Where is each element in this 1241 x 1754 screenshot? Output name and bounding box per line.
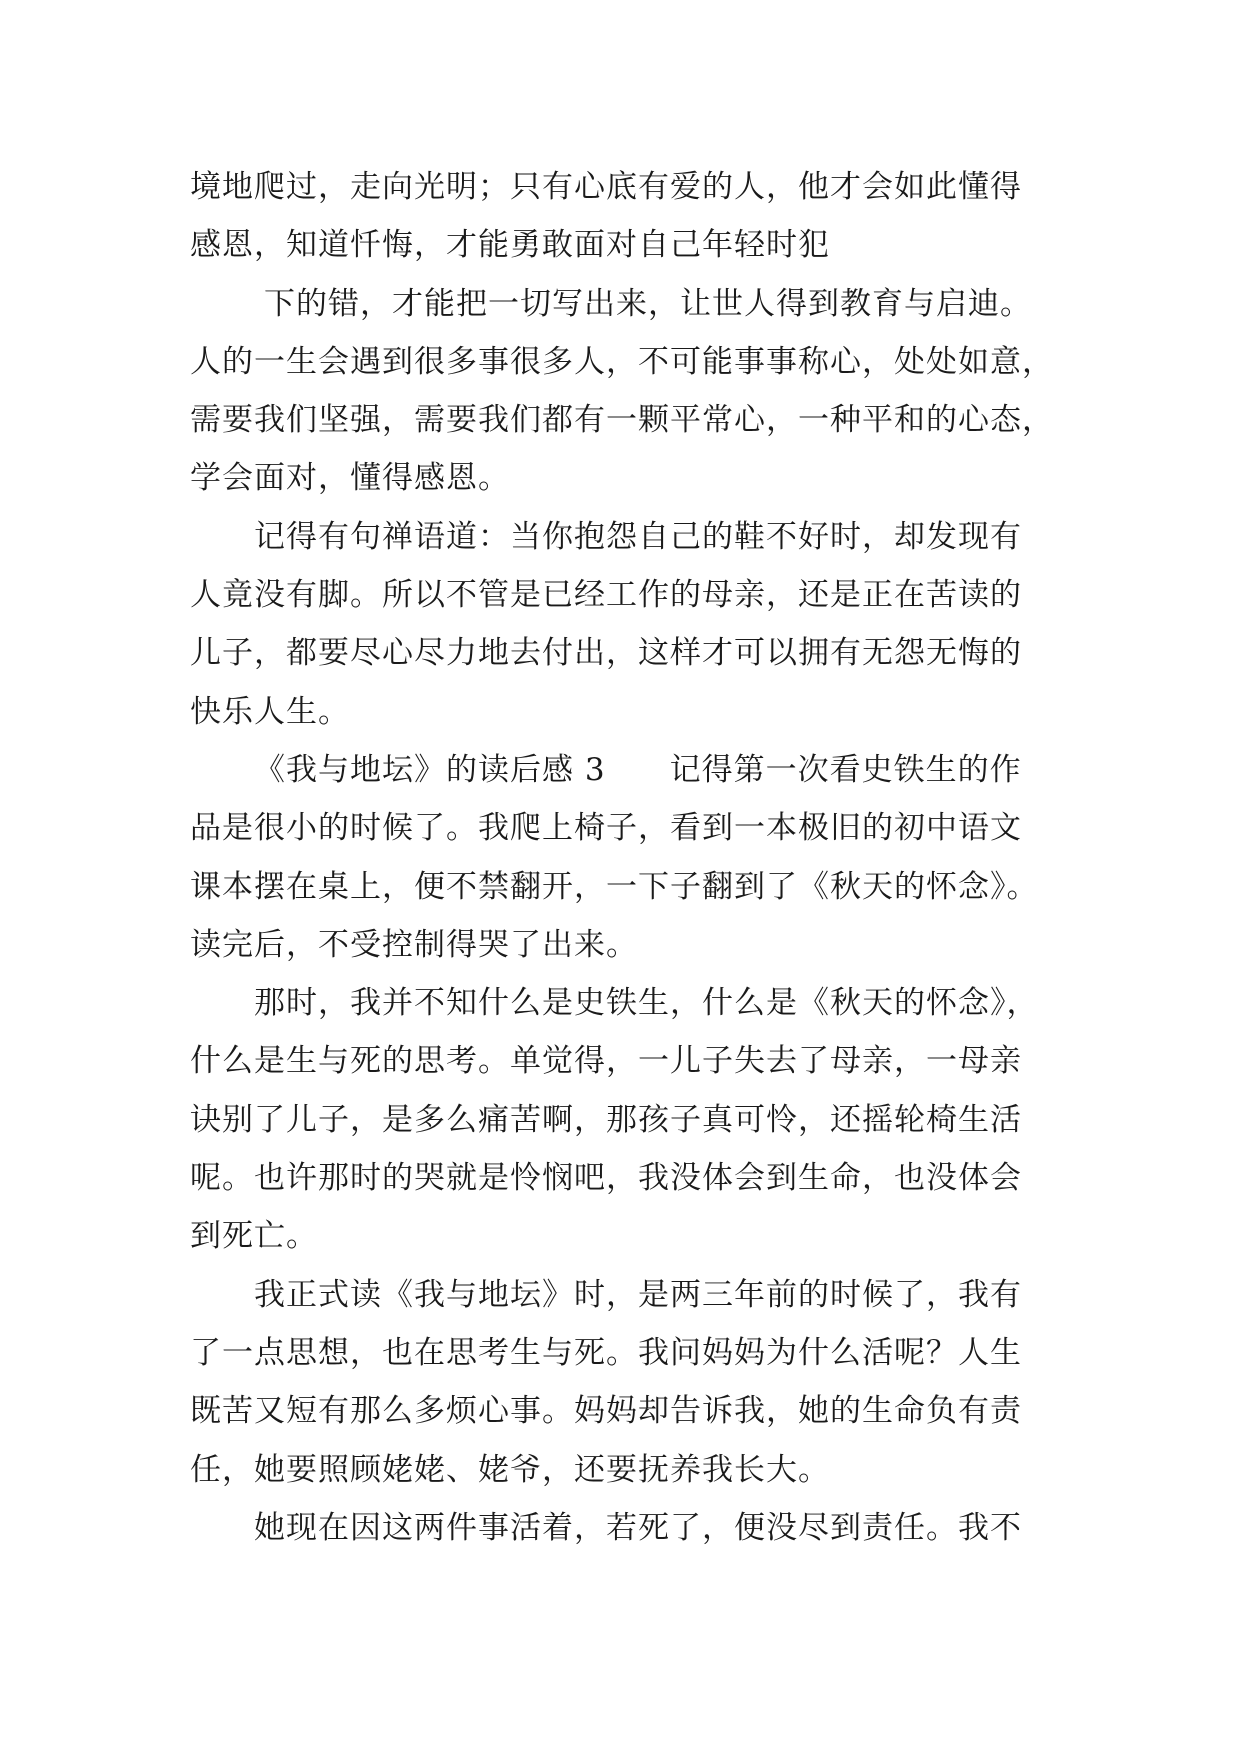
- text-line: 任，她要照顾姥姥、姥爷，还要抚养我长大。: [190, 1451, 830, 1488]
- text-line: 人的一生会遇到很多事很多人，不可能事事称心，处处如意，: [190, 343, 1054, 380]
- text-line: 记得有句禅语道：当你抱怨自己的鞋不好时，却发现有: [254, 518, 1022, 555]
- text-line: 儿子，都要尽心尽力地去付出，这样才可以拥有无怨无悔的: [190, 635, 1022, 672]
- text-line: 我正式读《我与地坛》时，是两三年前的时候了，我有: [254, 1276, 1022, 1313]
- text-line: 下的错，才能把一切写出来，让世人得到教育与启迪。: [264, 285, 1032, 322]
- text-line: 诀别了儿子，是多么痛苦啊，那孩子真可怜，还摇轮椅生活: [190, 1101, 1022, 1138]
- text-line: 人竟没有脚。所以不管是已经工作的母亲，还是正在苦读的: [190, 577, 1022, 614]
- text-line: 读完后，不受控制得哭了出来。: [190, 926, 638, 963]
- text-line: 感恩，知道忏悔，才能勇敢面对自己年轻时犯: [190, 227, 830, 264]
- text-line: 什么是生与死的思考。单觉得，一儿子失去了母亲，一母亲: [190, 1043, 1022, 1080]
- body-text: [190, 158, 1070, 1557]
- text-line: 她现在因这两件事活着，若死了，便没尽到责任。我不: [254, 1509, 1022, 1546]
- text-line: 需要我们坚强，需要我们都有一颗平常心，一种平和的心态，: [190, 402, 1054, 439]
- text-line: 快乐人生。: [190, 693, 350, 730]
- text-line: 到死亡。: [190, 1218, 318, 1255]
- text-line: 《我与地坛》的读后感 3 记得第一次看史铁生的作: [254, 751, 1022, 788]
- text-line: 呢。也许那时的哭就是怜悯吧，我没体会到生命，也没体会: [190, 1160, 1022, 1197]
- text-line: 了一点思想，也在思考生与死。我问妈妈为什么活呢？人生: [190, 1334, 1022, 1371]
- text-line: 境地爬过，走向光明；只有心底有爱的人，他才会如此懂得: [190, 169, 1022, 205]
- text-line: 学会面对，懂得感恩。: [190, 460, 510, 497]
- text-line: 课本摆在桌上，便不禁翻开，一下子翻到了《秋天的怀念》。: [190, 868, 1039, 905]
- text-line: 那时，我并不知什么是史铁生，什么是《秋天的怀念》，: [254, 985, 1039, 1022]
- text-line: 品是很小的时候了。我爬上椅子，看到一本极旧的初中语文: [190, 810, 1022, 847]
- text-line: 既苦又短有那么多烦心事。妈妈却告诉我，她的生命负有责: [190, 1393, 1022, 1430]
